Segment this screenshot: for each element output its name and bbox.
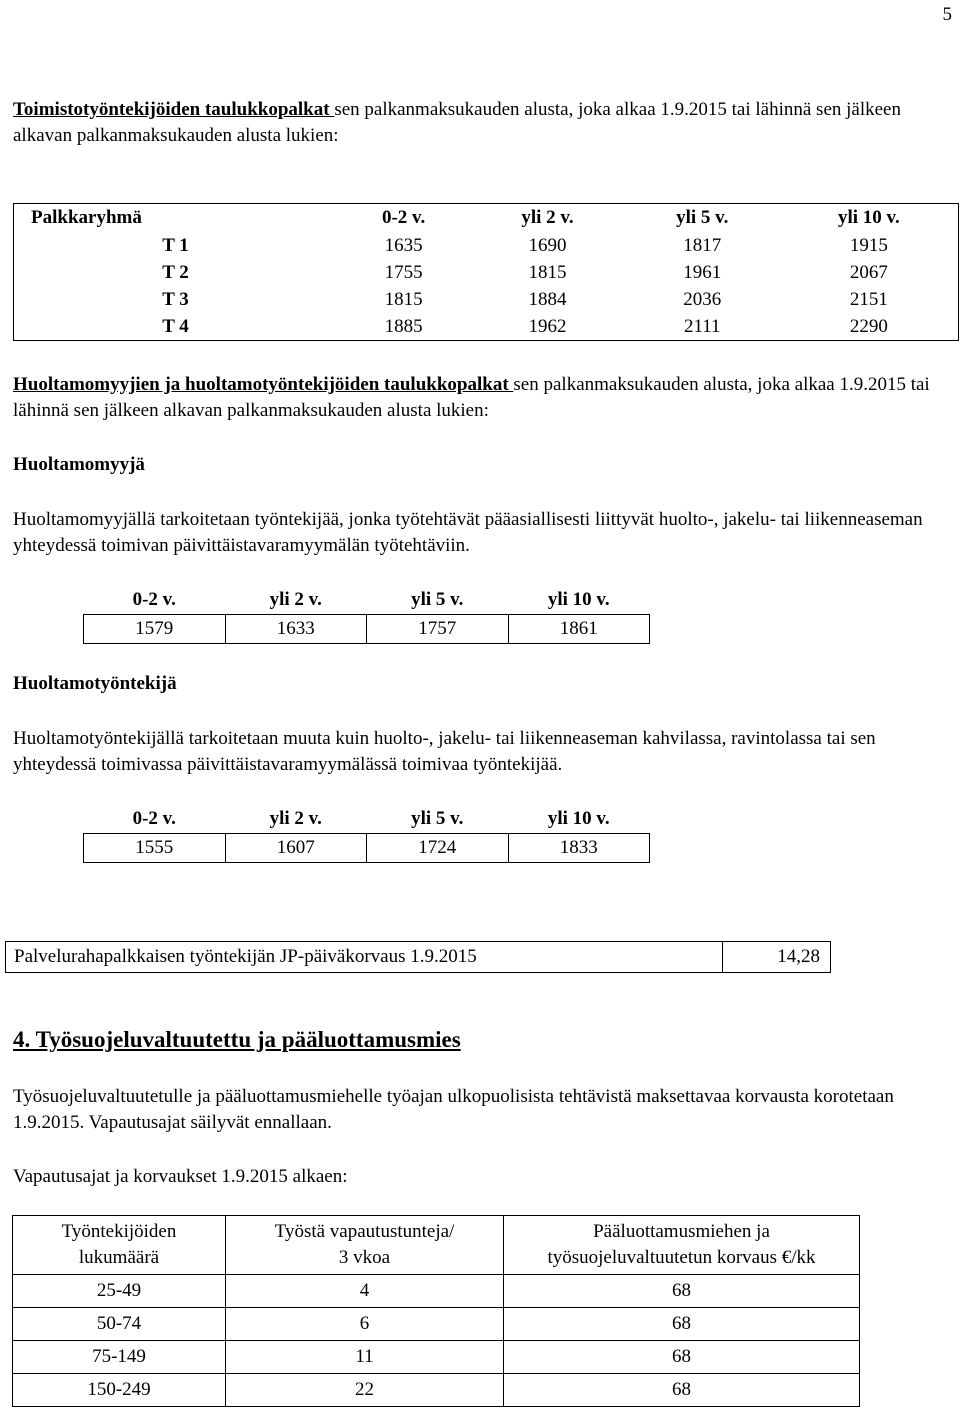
header-line: lukumäärä	[78, 1247, 160, 1268]
table-cell: 1885	[384, 315, 423, 337]
section-4-heading: 4. Työsuojeluvaltuutettu ja pääluottamusmies	[13, 1027, 461, 1052]
huoltamotyontekija-description: Huoltamotyöntekijällä tarkoitetaan muuta kuin huolto-, jakelu- tai liikenneaseman kahvilassa, ravintolassa tai sen yhteydessä toimivassa päivittäistavaramyymälässä toimivaa työntekijää.	[13, 728, 876, 775]
table-row	[14, 232, 959, 259]
section-4-subheading: Vapautusajat ja korvaukset 1.9.2015 alkaen:	[13, 1166, 348, 1187]
header-line: Työstä vapautustunteja/	[274, 1221, 455, 1242]
service-station-salaries-title: Huoltamomyyjien ja huoltamotyöntekijöiden taulukkopalkat	[13, 374, 514, 395]
salary-group: T 2	[162, 261, 189, 283]
header-line: työsuojeluvaltuutetun korvaus €/kk	[547, 1247, 816, 1268]
jp-allowance-label: Palvelurahapalkkaisen työntekijän JP-päiväkorvaus 1.9.2015	[6, 942, 723, 973]
table-cell: 1607	[225, 834, 367, 863]
page-number: 5	[942, 4, 952, 25]
table-row	[14, 286, 959, 313]
header-cell: 0-2 v.	[84, 586, 226, 615]
table-cell: 1861	[508, 615, 650, 644]
office-salaries-title: Toimistotyöntekijöiden taulukkopalkat	[13, 99, 335, 120]
table-cell: 25-49	[13, 1275, 226, 1308]
table-cell: 2036	[683, 288, 722, 310]
table-row	[14, 259, 959, 286]
table-cell: 1915	[849, 234, 888, 256]
table-cell: 50-74	[13, 1308, 226, 1341]
table-row	[6, 942, 831, 973]
office-salaries-text: sen palkanmaksukauden alusta, joka alkaa 1.9.2015 tai lähinnä sen jälkeen alkavan palkanmaksukauden alusta lukien:	[13, 99, 901, 146]
table-cell: 1833	[508, 834, 650, 863]
table-cell: 1884	[528, 288, 567, 310]
table-row	[13, 1275, 860, 1308]
table-cell: 1555	[84, 834, 226, 863]
salary-group: T 3	[162, 288, 189, 310]
exemption-table	[12, 1215, 860, 1407]
table-header-row	[14, 204, 959, 233]
table-cell: 1815	[384, 288, 423, 310]
table-row	[13, 1374, 860, 1407]
header-cell: yli 5 v.	[367, 805, 509, 834]
header-cell: 0-2 v.	[381, 207, 426, 228]
table-cell: 1690	[528, 234, 567, 256]
table-cell: 1817	[683, 234, 722, 256]
header-cell: 0-2 v.	[84, 805, 226, 834]
table-row	[84, 834, 650, 863]
table-row	[14, 313, 959, 341]
intro-paragraph-service-station	[13, 372, 948, 424]
header-cell: yli 2 v.	[225, 586, 367, 615]
table-cell: 1579	[84, 615, 226, 644]
table-cell: 75-149	[13, 1341, 226, 1374]
table-cell: 6	[226, 1308, 504, 1341]
table-cell: 1961	[683, 261, 722, 283]
table-cell: 1815	[528, 261, 567, 283]
huoltamomyyja-salary-table	[83, 586, 650, 644]
table-cell: 2151	[849, 288, 888, 310]
table-cell: 1962	[528, 315, 567, 337]
intro-paragraph-office	[13, 97, 948, 149]
table-cell: 68	[504, 1308, 860, 1341]
table-cell: 11	[226, 1341, 504, 1374]
table-cell: 1635	[384, 234, 423, 256]
header-cell	[226, 1216, 504, 1275]
table-header-row	[84, 586, 650, 615]
office-salary-table	[13, 203, 959, 341]
table-cell: 4	[226, 1275, 504, 1308]
header-line: 3 vkoa	[338, 1247, 391, 1268]
header-cell: yli 10 v.	[508, 586, 650, 615]
section-heading-huoltamomyyja: Huoltamomyyjä	[13, 454, 145, 475]
header-line: Pääluottamusmiehen ja	[593, 1221, 770, 1242]
salary-group: T 4	[162, 315, 189, 337]
jp-allowance-value: 14,28	[723, 942, 831, 973]
table-cell: 22	[226, 1374, 504, 1407]
table-cell: 2067	[849, 261, 888, 283]
table-cell: 2290	[849, 315, 888, 337]
table-header-row	[84, 805, 650, 834]
table-row	[13, 1341, 860, 1374]
table-row	[84, 615, 650, 644]
salary-group: T 1	[162, 234, 189, 256]
table-cell: 2111	[683, 315, 721, 337]
table-row	[13, 1308, 860, 1341]
table-cell: 68	[504, 1374, 860, 1407]
table-header-row	[13, 1216, 860, 1275]
section-heading-huoltamotyontekija: Huoltamotyöntekijä	[13, 673, 177, 694]
jp-allowance-table	[5, 941, 831, 973]
table-cell: 1724	[367, 834, 509, 863]
table-cell: 68	[504, 1341, 860, 1374]
table-cell: 150-249	[13, 1374, 226, 1407]
header-cell: Palkkaryhmä	[31, 207, 142, 228]
table-cell: 1757	[367, 615, 509, 644]
huoltamomyyja-description: Huoltamomyyjällä tarkoitetaan työntekijää, jonka työtehtävät pääasiallisesti liittyvät huolto-, jakelu- tai liikenneaseman yhteydessä toimivan päivittäistavaramyymälän työtehtäviin.	[13, 509, 923, 556]
huoltamotyontekija-salary-table	[83, 805, 650, 863]
service-station-salaries-text: sen palkanmaksukauden alusta, joka alkaa 1.9.2015 tai lähinnä sen jälkeen alkavan palkanmaksukauden alusta lukien:	[13, 374, 930, 421]
header-cell	[504, 1216, 860, 1275]
table-cell: 1755	[384, 261, 423, 283]
table-cell: 68	[504, 1275, 860, 1308]
header-line: Työntekijöiden	[61, 1221, 177, 1242]
header-cell	[13, 1216, 226, 1275]
section-4-text: Työsuojeluvaltuutetulle ja pääluottamusmiehelle työajan ulkopuolisista tehtävistä maksettavaa korvausta korotetaan 1.9.2015. Vapautusajat säilyvät ennallaan.	[13, 1086, 894, 1133]
header-cell: yli 10 v.	[508, 805, 650, 834]
header-cell: yli 2 v.	[225, 805, 367, 834]
header-cell: yli 5 v.	[367, 586, 509, 615]
header-cell: yli 10 v.	[837, 207, 900, 228]
table-cell: 1633	[225, 615, 367, 644]
header-cell: yli 2 v.	[521, 207, 574, 228]
header-cell: yli 5 v.	[676, 207, 729, 228]
